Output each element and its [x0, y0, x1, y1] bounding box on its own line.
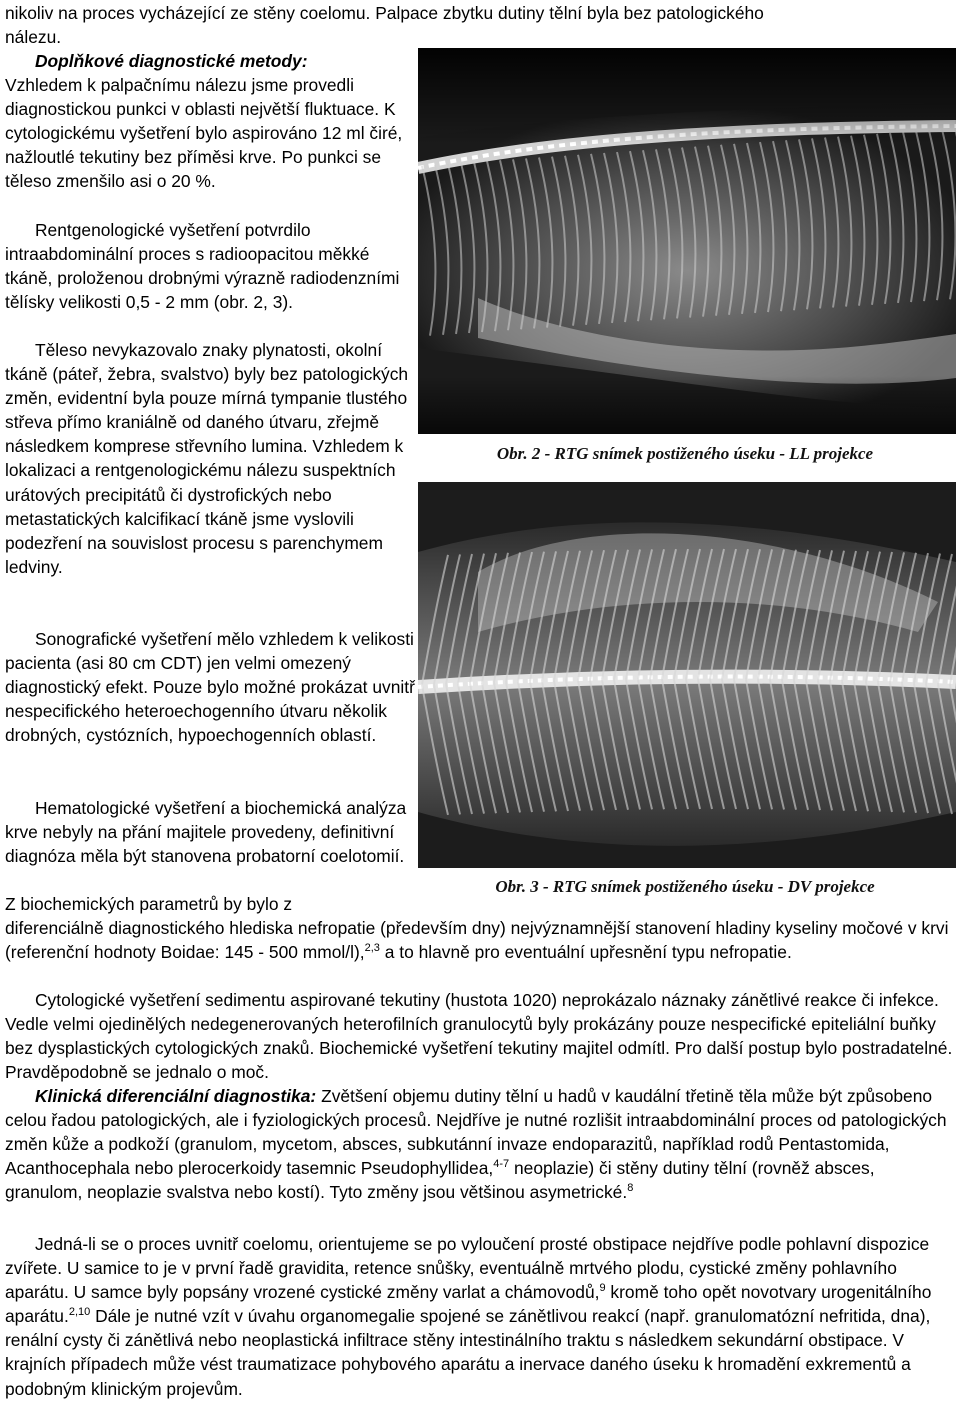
radiograph-dv-image [418, 482, 956, 868]
intro-line-2: nálezu. [5, 27, 62, 48]
citation-superscript: 8 [627, 1182, 634, 1195]
figure-3-caption: Obr. 3 - RTG snímek postiženého úseku - DV projekce [495, 877, 875, 896]
citation-superscript: 2,10 [68, 1306, 91, 1319]
figure-2-caption: Obr. 2 - RTG snímek postiženého úseku - LL projekce [496, 444, 874, 463]
intro-paragraph [5, 1, 955, 49]
citation-superscript: 2,3 [364, 942, 380, 955]
methods-paragraph-2: Rentgenologické vyšetření potvrdilo intraabdominální proces s radioopacitou měkké tkáně, proloženou drobnými výrazně radiodenzními tělísky velikosti 0,5 - 2 mm (obr. 2, 3). [5, 220, 400, 313]
intro-line-1: nikoliv na proces vycházející ze stěny coelomu. Palpace zbytku dutiny tělní byla bez patologického [5, 3, 764, 23]
p6-text-end: a to hlavně pro eventuální upřesnění typu nefropatie. [379, 942, 792, 963]
methods-heading: Doplňkové diagnostické metody: [35, 51, 308, 71]
differential-paragraph-2 [5, 1232, 955, 1401]
radiograph-ll-image [418, 48, 956, 434]
methods-paragraph-3: Těleso nevykazovalo znaky plynatosti, okolní tkáně (páteř, žebra, svalstvo) byly bez patologických změn, evidentní byla pouze mírná tympanie tlustého střeva přímo kraniálně od daného útvaru, zřejmě následkem komprese střevního lumina. Vzhledem k lokalizaci a rentgenologickému nálezu suspektních urátových precipitátů či dystrofických nebo metastatických kalcifikací tkáně jsme vyslovili podezření na souvislost procesu s parenchymem ledviny. [5, 340, 409, 577]
citation-superscript: 4-7 [493, 1158, 510, 1171]
differential-p1-b: neoplazie) či stěny dutiny tělní (rovněž absces, granulom, neoplazie svalstva nebo kostí). Tyto změny jsou většinou asymetrické. [5, 1158, 875, 1203]
methods-paragraph-4: Sonografické vyšetření mělo vzhledem k velikosti pacienta (asi 80 cm CDT) jen velmi omezený diagnostický efekt. Pouze bylo možné prokázat uvnitř nespecifického heteroechogenního útvaru několik drobných, cystózních, hypoechogenních oblastí. [5, 629, 415, 746]
differential-p1-a: Zvětšení objemu dutiny tělní u hadů v kaudální třetině těla může být způsobeno celou řadou patologických, ale i fyziologických procesů. Nejdříve je nutné rozlišit intraabdominální proces od patologických změn kůže a podkoží (granulom, mycetom, absces, subkutánní invaze endoparazitů, například rodů Pentastomida, Acanthocephala nebo plerocerkoidy tasemnic Pseudophyllidea, [5, 1086, 947, 1179]
methods-paragraph-7: Cytologické vyšetření sedimentu aspirované tekutiny (hustota 1020) neprokázalo náznaky zánětlivé reakce či infekce. Vedle velmi ojedinělých nedegenerovaných heterofilních granulocytů byly prokázány pouze nespecifické epiteliální buňky bez dysplastických cytologických znaků. Biochemické vyšetření tekutiny majitel odmítl. Pro další postup bylo postradatelné. Pravděpodobně se jednalo o moč. [5, 990, 953, 1083]
methods-p1-text: Vzhledem k palpačnímu nálezu jsme provedli diagnostickou punkci v oblasti největší fluktuace. K cytologickému vyšetření bylo aspirováno 12 ml čiré, nažloutlé tekutiny bez příměsi krve. Po punkci se těleso zmenšilo asi o 20 %. [5, 75, 403, 192]
methods-paragraph-5: Hematologické vyšetření a biochemická analýza krve nebyly na přání majitele provedeny, definitivní diagnóza měla být stanovena probatorní coelotomií. [5, 798, 407, 867]
differential-p2-a: Jedná-li se o proces uvnitř coelomu, orientujeme se po vyloučení prosté obstipace nejdříve podle pohlavní dispozice zvířete. U samice to je v první řadě gravidita, retence snůšky, eventuálně mrtvého plodu, cystické změny pohlavního aparátu. U samce byly popsány vrozené cystické změny varlat a chámovodů, [5, 1234, 930, 1303]
methods-paragraph-6-start: Z biochemických parametrů by bylo z [5, 894, 293, 914]
p6-text: diferenciálně diagnostického hlediska nefropatie (především dny) nejvýznamnější stanovení hladiny kyseliny močové v krvi (referenční hodnoty Boidae: 145 - 500 mmol/l), [5, 918, 949, 963]
differential-p2-c: Dále je nutné vzít v úvahu organomegalie spojené se zánětlivou reakcí (např. granulomatózní nefritida, dna), renální cysty či zánětlivá nebo neoplastická infiltrace stěny intestinálního traktu s následkem sekundární obstipace. V krajních případech může vést traumatizace pohybového aparátu a inervace daného úseku k hromadění exkrementů a podobným klinickým projevům. [5, 1306, 931, 1399]
citation-superscript: 9 [599, 1282, 606, 1295]
differential-heading: Klinická diferenciální diagnostika: [35, 1086, 317, 1106]
methods-paragraph-1 [5, 49, 415, 194]
methods-paragraph-6 [5, 916, 955, 964]
differential-paragraph-1 [5, 1084, 955, 1204]
differential-p2-b: kromě toho opět novotvary urogenitálního aparátu. [5, 1282, 932, 1327]
